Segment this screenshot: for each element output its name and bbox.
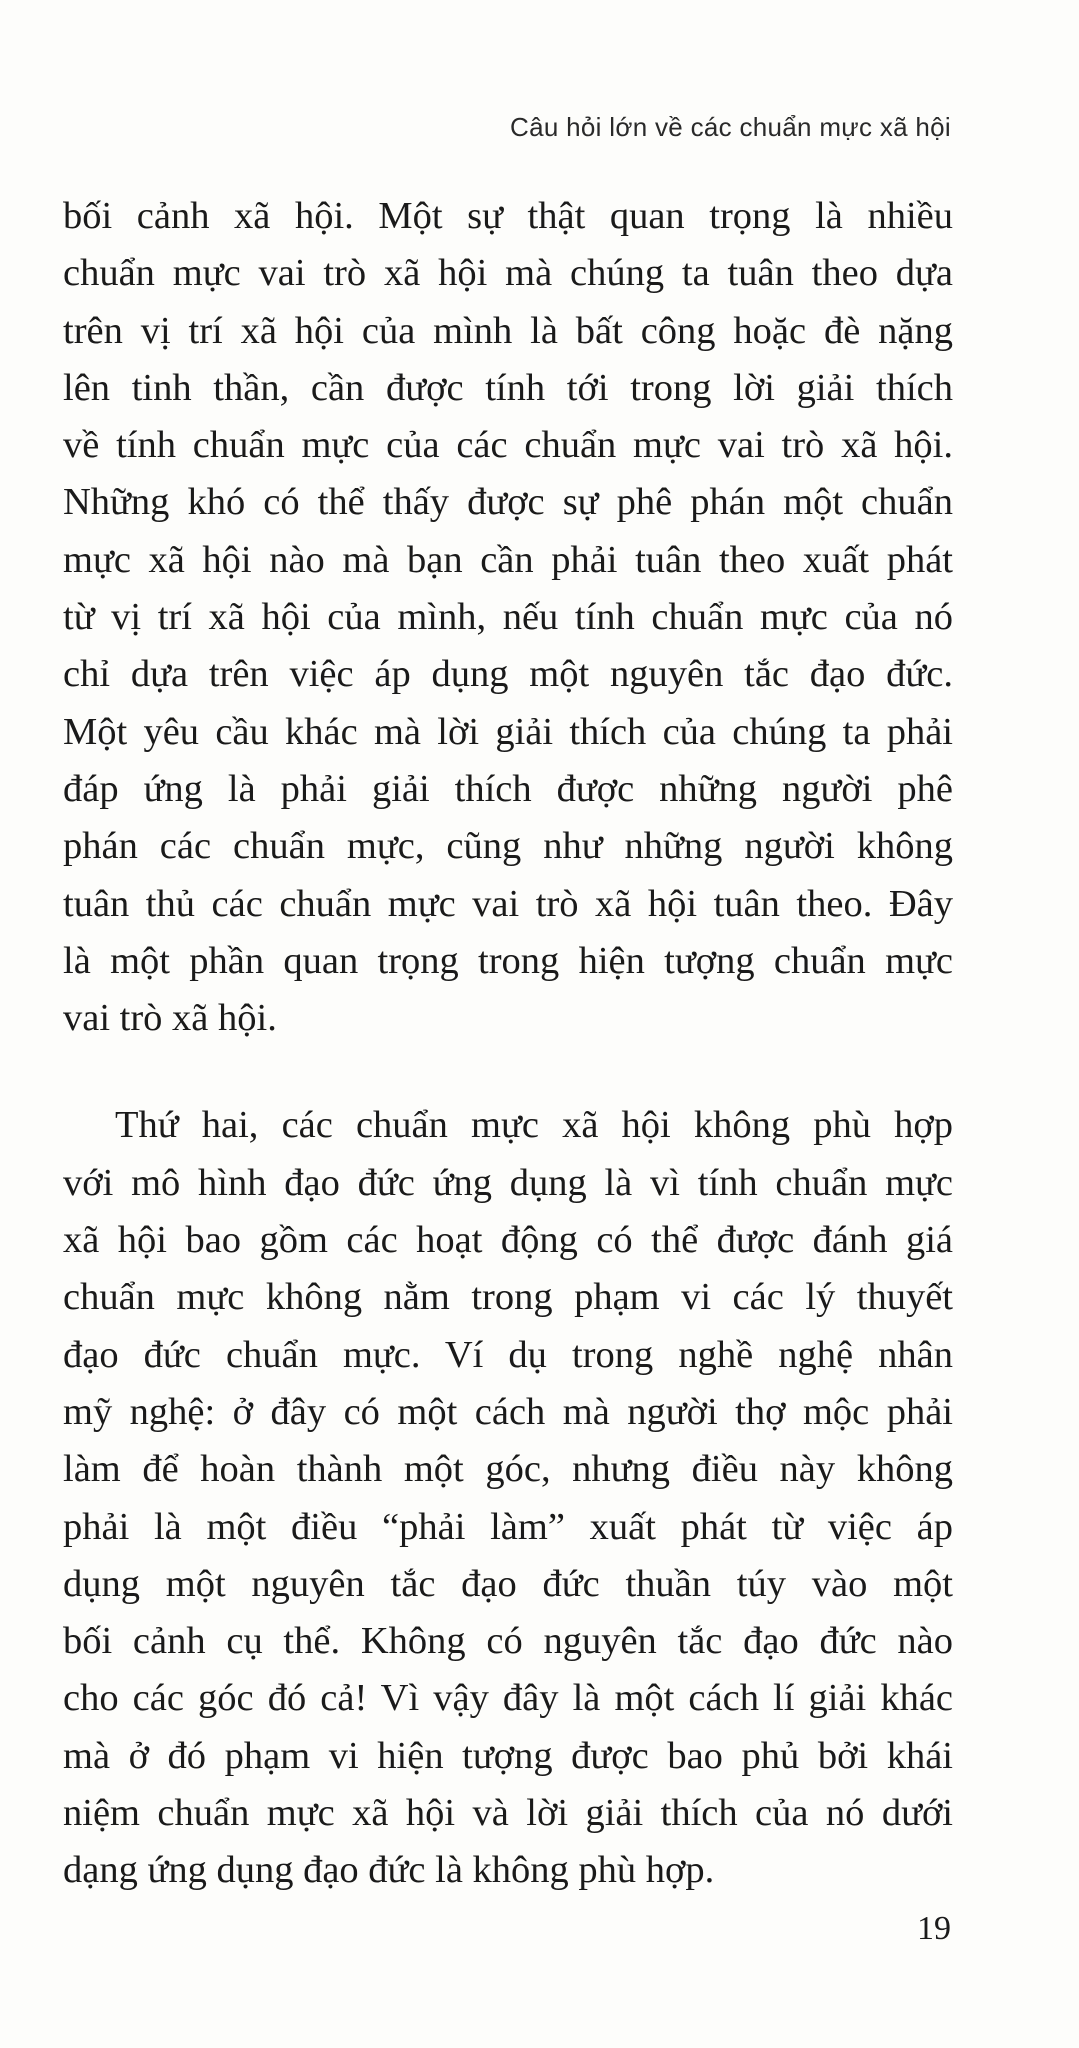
text-line: chuẩn mực không nằm trong phạm vi các lý thuyết xyxy=(63,1276,953,1319)
text-line: Một yêu cầu khác mà lời giải thích của chúng ta phải xyxy=(63,710,953,753)
text-line: bối cảnh xã hội. Một sự thật quan trọng là nhiều xyxy=(63,195,953,237)
text-line: lên tinh thần, cần được tính tới trong lời giải thích xyxy=(63,366,953,409)
text-line: mà ở đó phạm vi hiện tượng được bao phủ bởi khái xyxy=(63,1734,953,1777)
text-line: dụng một nguyên tắc đạo đức thuần túy vào một xyxy=(63,1562,953,1605)
paragraph-2 xyxy=(63,1097,953,1899)
running-header: Câu hỏi lớn về các chuẩn mực xã hội xyxy=(510,112,951,142)
text-line: Những khó có thể thấy được sự phê phán một chuẩn xyxy=(63,481,953,524)
paragraph-1 xyxy=(63,188,953,1047)
body-text xyxy=(63,188,953,1900)
text-line: chuẩn mực vai trò xã hội mà chúng ta tuân theo dựa xyxy=(63,252,953,295)
text-line: cho các góc đó cả! Vì vậy đây là một cách lí giải khác xyxy=(63,1677,953,1720)
text-line: từ vị trí xã hội của mình, nếu tính chuẩn mực của nó xyxy=(63,596,953,639)
text-line: đạo đức chuẩn mực. Ví dụ trong nghề nghệ nhân xyxy=(63,1333,953,1376)
text-line: là một phần quan trọng trong hiện tượng chuẩn mực xyxy=(63,939,953,982)
text-line: về tính chuẩn mực của các chuẩn mực vai trò xã hội. xyxy=(63,424,953,467)
text-line: xã hội bao gồm các hoạt động có thể được đánh giá xyxy=(63,1219,953,1262)
text-line: vai trò xã hội. xyxy=(63,997,277,1040)
paragraph-spacer xyxy=(63,1047,953,1097)
text-line: phải là một điều “phải làm” xuất phát từ việc áp xyxy=(63,1505,953,1548)
text-line: bối cảnh cụ thể. Không có nguyên tắc đạo đức nào xyxy=(63,1620,953,1663)
page-number: 19 xyxy=(917,1910,951,1947)
text-line: tuân thủ các chuẩn mực vai trò xã hội tuân theo. Đây xyxy=(63,882,953,925)
text-line: dạng ứng dụng đạo đức là không phù hợp. xyxy=(63,1849,715,1892)
text-line: mực xã hội nào mà bạn cần phải tuân theo xuất phát xyxy=(63,538,953,581)
text-line: trên vị trí xã hội của mình là bất công hoặc đè nặng xyxy=(63,309,953,352)
text-line: chỉ dựa trên việc áp dụng một nguyên tắc đạo đức. xyxy=(63,653,953,696)
text-line: phán các chuẩn mực, cũng như những người không xyxy=(63,825,953,868)
text-line: Thứ hai, các chuẩn mực xã hội không phù hợp xyxy=(115,1104,953,1147)
text-line: đáp ứng là phải giải thích được những người phê xyxy=(63,767,953,810)
text-line: với mô hình đạo đức ứng dụng là vì tính chuẩn mực xyxy=(63,1161,953,1204)
text-line: làm để hoàn thành một góc, nhưng điều này không xyxy=(63,1448,953,1491)
text-line: mỹ nghệ: ở đây có một cách mà người thợ mộc phải xyxy=(63,1390,953,1433)
text-line: niệm chuẩn mực xã hội và lời giải thích của nó dưới xyxy=(63,1792,953,1835)
